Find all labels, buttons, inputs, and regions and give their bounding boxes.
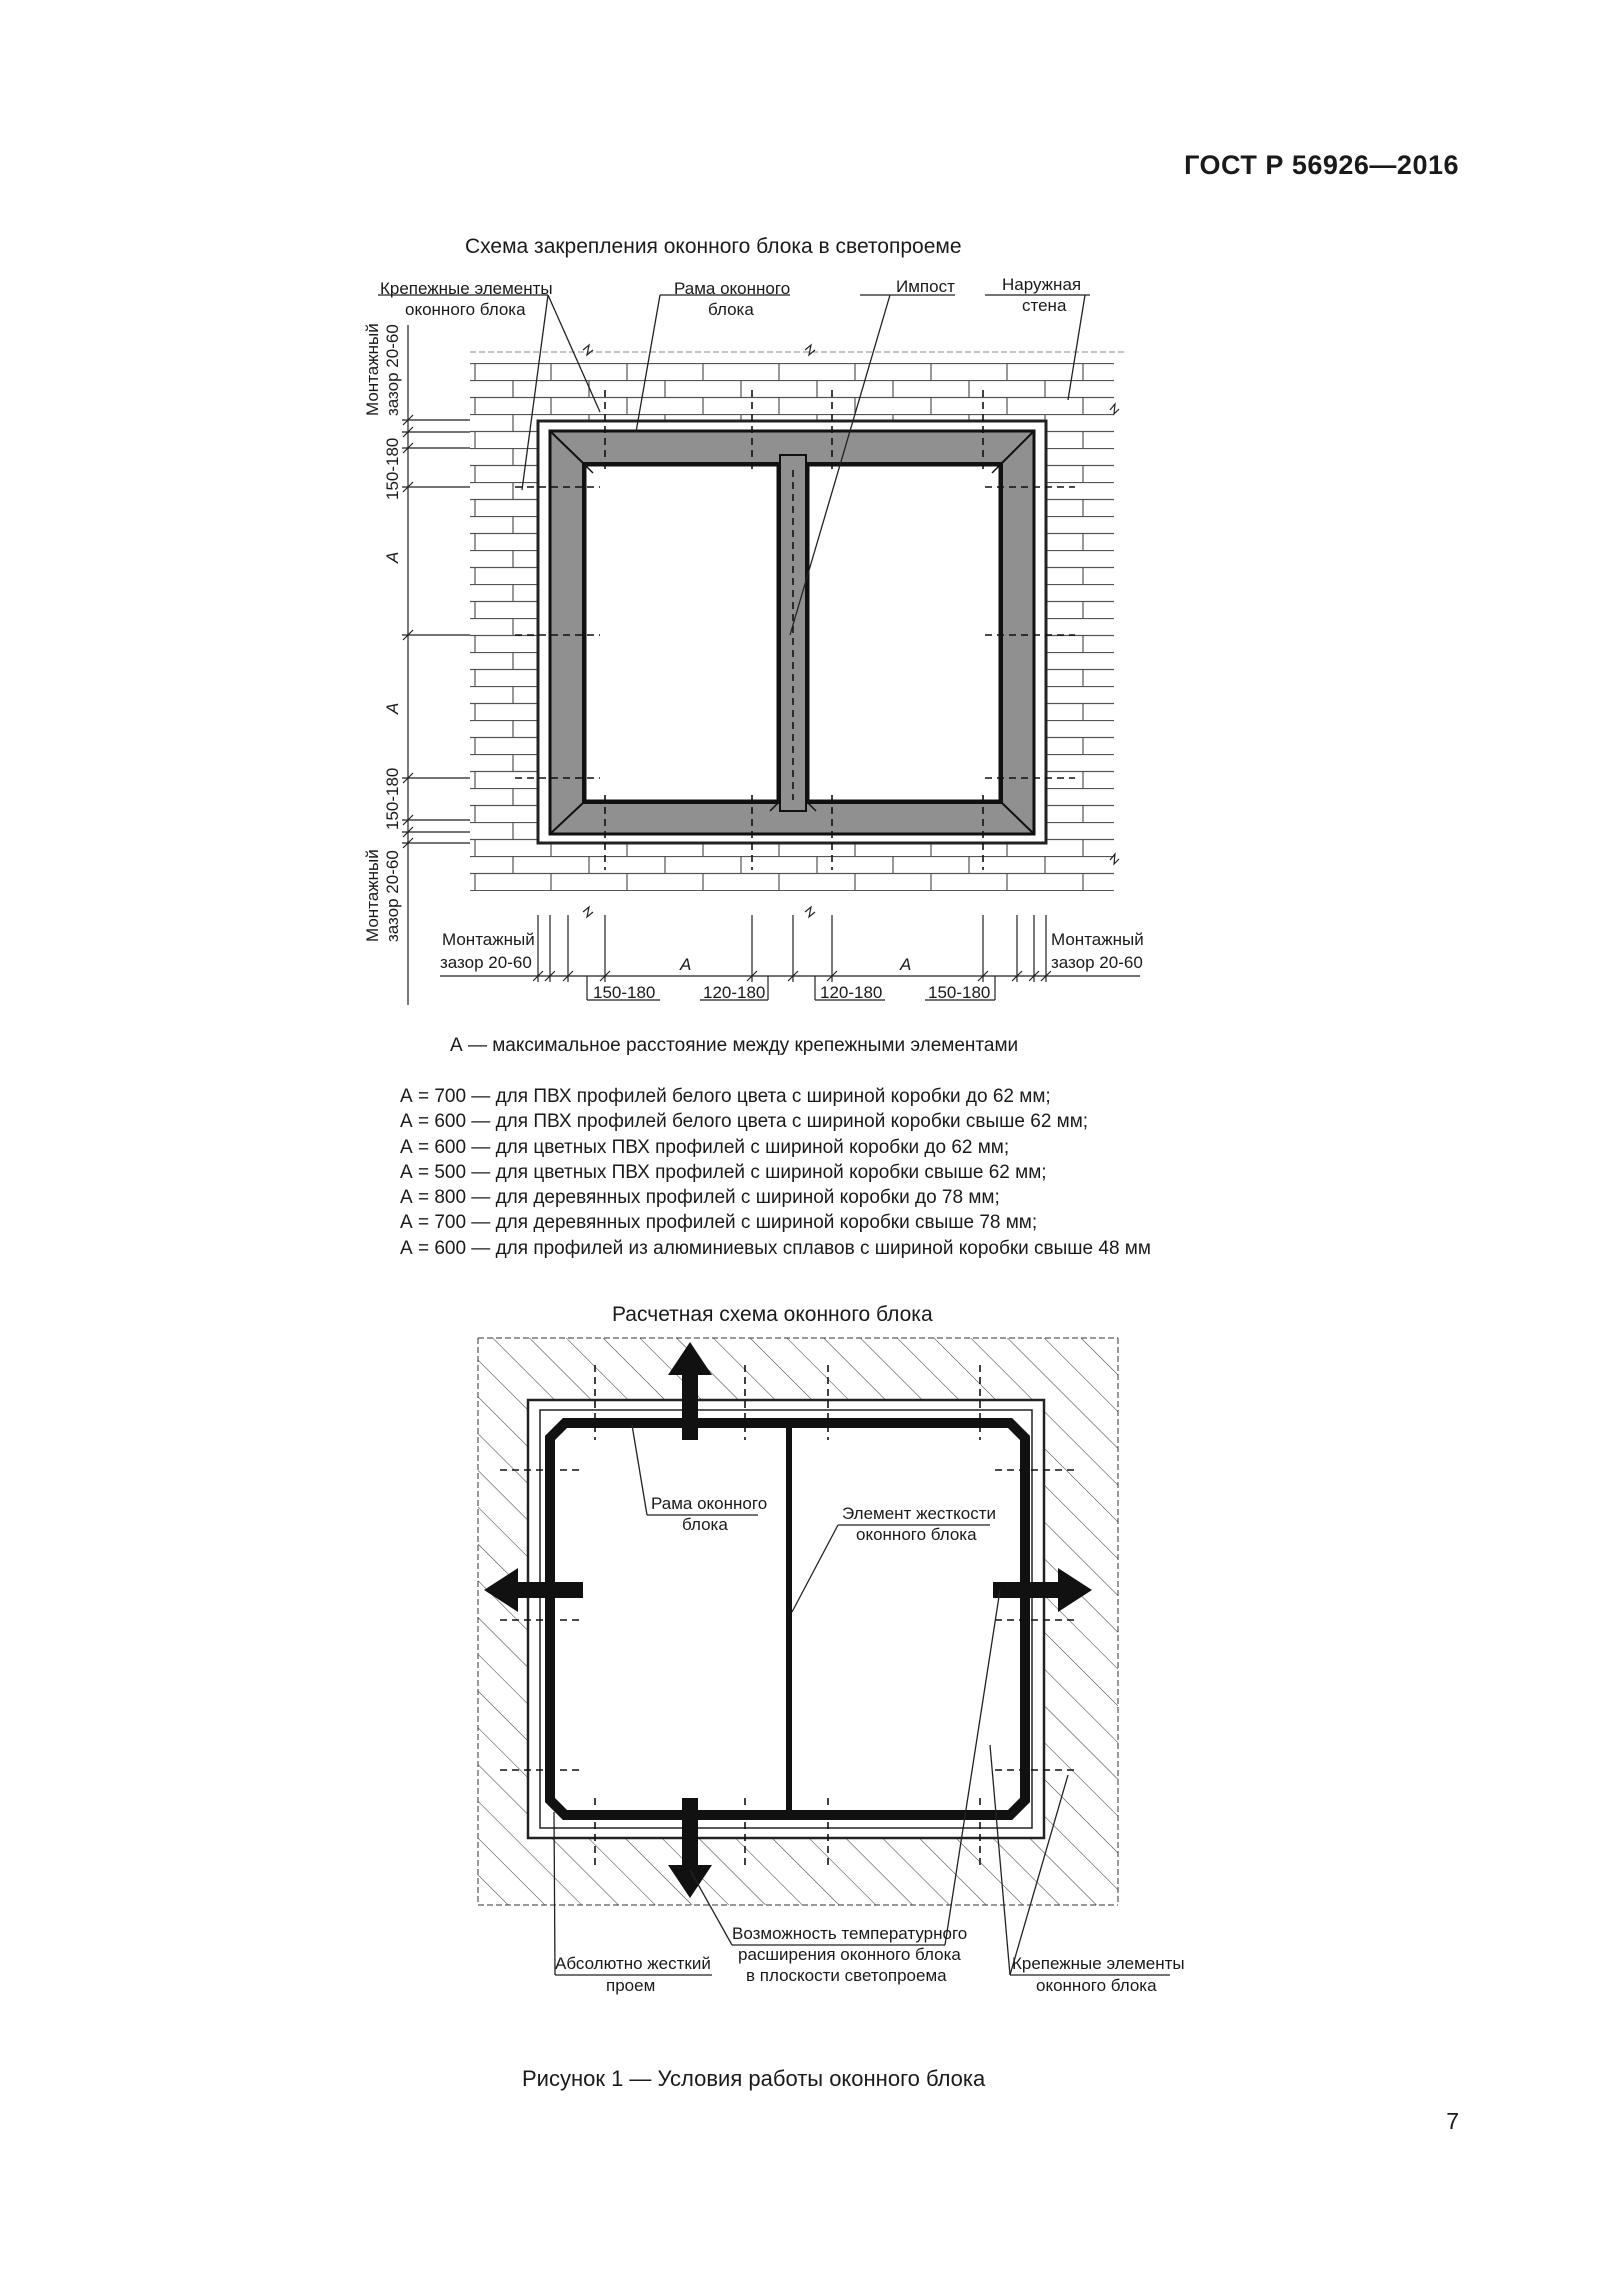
callout-outer-wall: Наружная <box>1002 275 1082 294</box>
page-number: 7 <box>1446 2108 1459 2134</box>
svg-text:150-180: 150-180 <box>383 767 402 830</box>
svg-text:оконного блока: оконного блока <box>1036 1976 1157 1995</box>
legend-definition: А — максимальное расстояние между крепежными элементами <box>450 1035 1019 1056</box>
callout-thermal-expansion: Возможность температурного <box>732 1924 968 1943</box>
svg-text:120-180: 120-180 <box>703 983 766 1002</box>
svg-text:A: A <box>383 702 402 714</box>
a-value-item: А = 600 — для цветных ПВХ профилей с шириной коробки до 62 мм; <box>400 1136 1010 1158</box>
a-value-item: А = 600 — для профилей из алюминиевых сплавов с шириной коробки свыше 48 мм <box>400 1237 1151 1259</box>
callout-labels <box>380 275 1081 319</box>
a-values-list <box>400 1084 1151 1261</box>
svg-text:Монтажный: Монтажный <box>442 930 535 949</box>
svg-text:A: A <box>900 955 912 974</box>
callout-frame: Рама оконного <box>674 279 791 298</box>
callout-fasteners: Крепежные элементы <box>1012 1954 1185 1973</box>
horizontal-dimension-labels <box>440 930 1144 1002</box>
window-calculation-diagram <box>470 1330 1190 2030</box>
svg-text:A: A <box>680 955 692 974</box>
svg-text:проем: проем <box>606 1976 656 1995</box>
svg-text:стена: стена <box>1022 296 1067 315</box>
svg-text:оконного блока: оконного блока <box>405 300 526 319</box>
svg-text:Монтажный: Монтажный <box>363 849 382 942</box>
svg-text:Монтажный: Монтажный <box>1051 930 1144 949</box>
svg-text:расширения оконного блока: расширения оконного блока <box>738 1945 961 1964</box>
svg-text:зазор 20-60: зазор 20-60 <box>1051 953 1143 972</box>
svg-text:зазор 20-60: зазор 20-60 <box>440 953 532 972</box>
sash-right <box>808 465 1000 801</box>
callout-fasteners: Крепежные элементы <box>380 279 553 298</box>
sash-left <box>585 465 778 801</box>
svg-text:150-180: 150-180 <box>928 983 991 1002</box>
figure-caption: Рисунок 1 — Условия работы оконного блока <box>522 2066 986 2091</box>
callout-impost: Импост <box>896 277 955 296</box>
window-mounting-diagram <box>350 262 1170 1012</box>
vertical-dimension-labels <box>363 323 402 942</box>
standard-code: ГОСТ Р 56926—2016 <box>1184 150 1459 180</box>
a-value-item: А = 800 — для деревянных профилей с шириной коробки до 78 мм; <box>400 1187 1000 1209</box>
figure-title-mounting-scheme: Схема закрепления оконного блока в светопроеме <box>465 235 962 258</box>
vertical-dimension-chain <box>402 325 470 1005</box>
svg-text:зазор 20-60: зазор 20-60 <box>383 850 402 942</box>
svg-text:блока: блока <box>708 300 754 319</box>
svg-text:в плоскости светопроема: в плоскости светопроема <box>746 1966 947 1985</box>
svg-text:зазор 20-60: зазор 20-60 <box>383 324 402 416</box>
a-value-item: А = 700 — для деревянных профилей с шириной коробки свыше 78 мм; <box>400 1212 1038 1234</box>
svg-text:150-180: 150-180 <box>593 983 656 1002</box>
callout-rigid-opening: Абсолютно жесткий <box>555 1954 711 1973</box>
callout-stiffener: Элемент жесткости <box>842 1504 997 1523</box>
callout-frame: Рама оконного <box>651 1494 768 1513</box>
a-value-item: А = 600 — для ПВХ профилей белого цвета с шириной коробки свыше 62 мм; <box>400 1111 1089 1133</box>
a-value-item: А = 700 — для ПВХ профилей белого цвета с шириной коробки до 62 мм; <box>400 1086 1051 1107</box>
svg-text:блока: блока <box>682 1515 728 1534</box>
horizontal-dimension-chain <box>440 915 1140 1000</box>
svg-text:оконного блока: оконного блока <box>856 1525 977 1544</box>
svg-text:120-180: 120-180 <box>820 983 883 1002</box>
svg-text:Монтажный: Монтажный <box>363 323 382 416</box>
window-frame <box>550 431 1034 834</box>
svg-text:A: A <box>383 551 402 563</box>
figure-title-calc-scheme: Расчетная схема оконного блока <box>612 1303 933 1326</box>
a-value-item: А = 500 — для цветных ПВХ профилей с шириной коробки свыше 62 мм; <box>400 1161 1047 1183</box>
svg-text:150-180: 150-180 <box>383 437 402 500</box>
